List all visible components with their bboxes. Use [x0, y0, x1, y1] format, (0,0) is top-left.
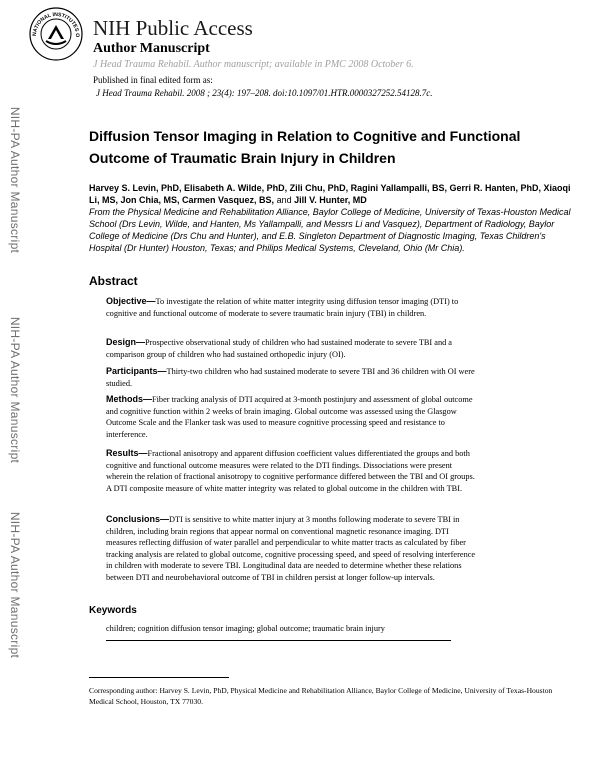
- keywords-heading: Keywords: [89, 605, 137, 616]
- side-watermark-middle: NIH-PA Author Manuscript: [8, 316, 22, 464]
- published-citation: [96, 88, 432, 98]
- nih-public-access-title: NIH Public Access: [93, 16, 253, 40]
- authors-main: Harvey S. Levin, PhD, Elisabeth A. Wilde, PhD, Zili Chu, PhD, Ragini Yallampalli, BS, Gerri R. Hanten, PhD, Xiaoqi Li, MS, Jon Chia, MS, Carmen Vasquez, BS,: [89, 183, 571, 205]
- abstract-design: Design—Prospective observational study of children who had sustained moderate to severe TBI and a comparison group of children who had sustained orthopedic injury (OI).: [106, 337, 452, 359]
- side-watermark-bottom: NIH-PA Author Manuscript: [8, 511, 22, 659]
- footnote-divider: [89, 677, 229, 678]
- abstract-conclusions: Conclusions—DTI is sensitive to white matter injury at 3 months following moderate to severe TBI in children, including brain regions that appear normal on conventional magnetic resonance imaging. DTI measures reflecting diffusion of water parallel and perpendicular to white matter tracts as calculated by fiber tracking analysis are related to global outcome, cognitive processing speed, and speed of resolving interference in children with moderate to severe TBI. Longitudinal data are needed to determine whether these relations between DTI and neurobehavioral outcome of TBI in children persist at longer follow-up intervals.: [106, 514, 476, 582]
- journal-citation-text: J Head Trauma Rehabil. 2008 ; 23(4): 197–208. doi:10.1097/01.HTR.0000327252.54128.7c.: [96, 88, 433, 98]
- keywords-list: children; cognition diffusion tensor imaging; global outcome; traumatic brain injury: [106, 624, 385, 633]
- side-watermark-top: NIH-PA Author Manuscript: [8, 106, 22, 254]
- article-title: Diffusion Tensor Imaging in Relation to Cognitive and Functional Outcome of Traumatic Brain Injury in Children: [89, 128, 521, 166]
- author-manuscript-label: Author Manuscript: [93, 41, 210, 56]
- abstract-participants: Participants—Thirty-two children who had sustained moderate to severe TBI and 36 children with OI were studied.: [106, 366, 475, 388]
- author-list: [89, 182, 577, 206]
- nih-logo: [27, 3, 85, 61]
- availability-citation: J Head Trauma Rehabil. Author manuscript; available in PMC 2008 October 6.: [93, 59, 414, 70]
- abstract-results: Results—Fractional anisotropy and apparent diffusion coefficient values differentiated the groups and both cognitive and functional outcome measures were related to the DTI findings. Dissociations were present wherein the relation of fractional anisotropy to cognitive performance differed between the TBI and OI groups. A DTI composite measure of white matter integrity was related to global outcome in the children with TBI.: [106, 448, 475, 493]
- affiliations: From the Physical Medicine and Rehabilitation Alliance, Baylor College of Medicine, University of Texas-Houston Medical School (Drs Levin, Wilde, and Hanten, Ms Yallampalli, and Messrs Li and Vasquez), Department of Radiology, Baylor College of Medicine (Drs Chu and Hunter), and E.B. Singleton Department of Diagnostic Imaging, Texas Children's Hospital (Dr Hunter) Houston, Texas; and Philips Medical Systems, Cleveland, Ohio (Mr Chia).: [89, 207, 571, 253]
- logo-text: NATIONAL INSTITUTES O: [31, 11, 81, 38]
- abstract-methods: Methods—Fiber tracking analysis of DTI acquired at 3-month postinjury and assessment of global outcome and cognitive function within 2 weeks of brain imaging. Global outcome was assessed using the Glasgow Outcome Scale and the Flanker task was used to measure cognitive processing speed and resistance to interference.: [106, 394, 473, 439]
- keywords-divider: [106, 640, 451, 641]
- authors-last: Jill V. Hunter, MD: [294, 195, 367, 205]
- published-label: Published in final edited form as:: [93, 75, 213, 85]
- abstract-objective: Objective—To investigate the relation of white matter integrity using diffusion tensor imaging (DTI) to cognitive and functional outcome of moderate to severe traumatic brain injury (TBI) in children.: [106, 296, 459, 318]
- corresponding-author-footnote: Corresponding author: Harvey S. Levin, PhD, Physical Medicine and Rehabilitation Alliance, Baylor College of Medicine, University of Texas-Houston Medical School, Houston, TX 77030.: [89, 686, 553, 706]
- abstract-heading: Abstract: [89, 274, 138, 288]
- authors-and: and: [276, 195, 292, 205]
